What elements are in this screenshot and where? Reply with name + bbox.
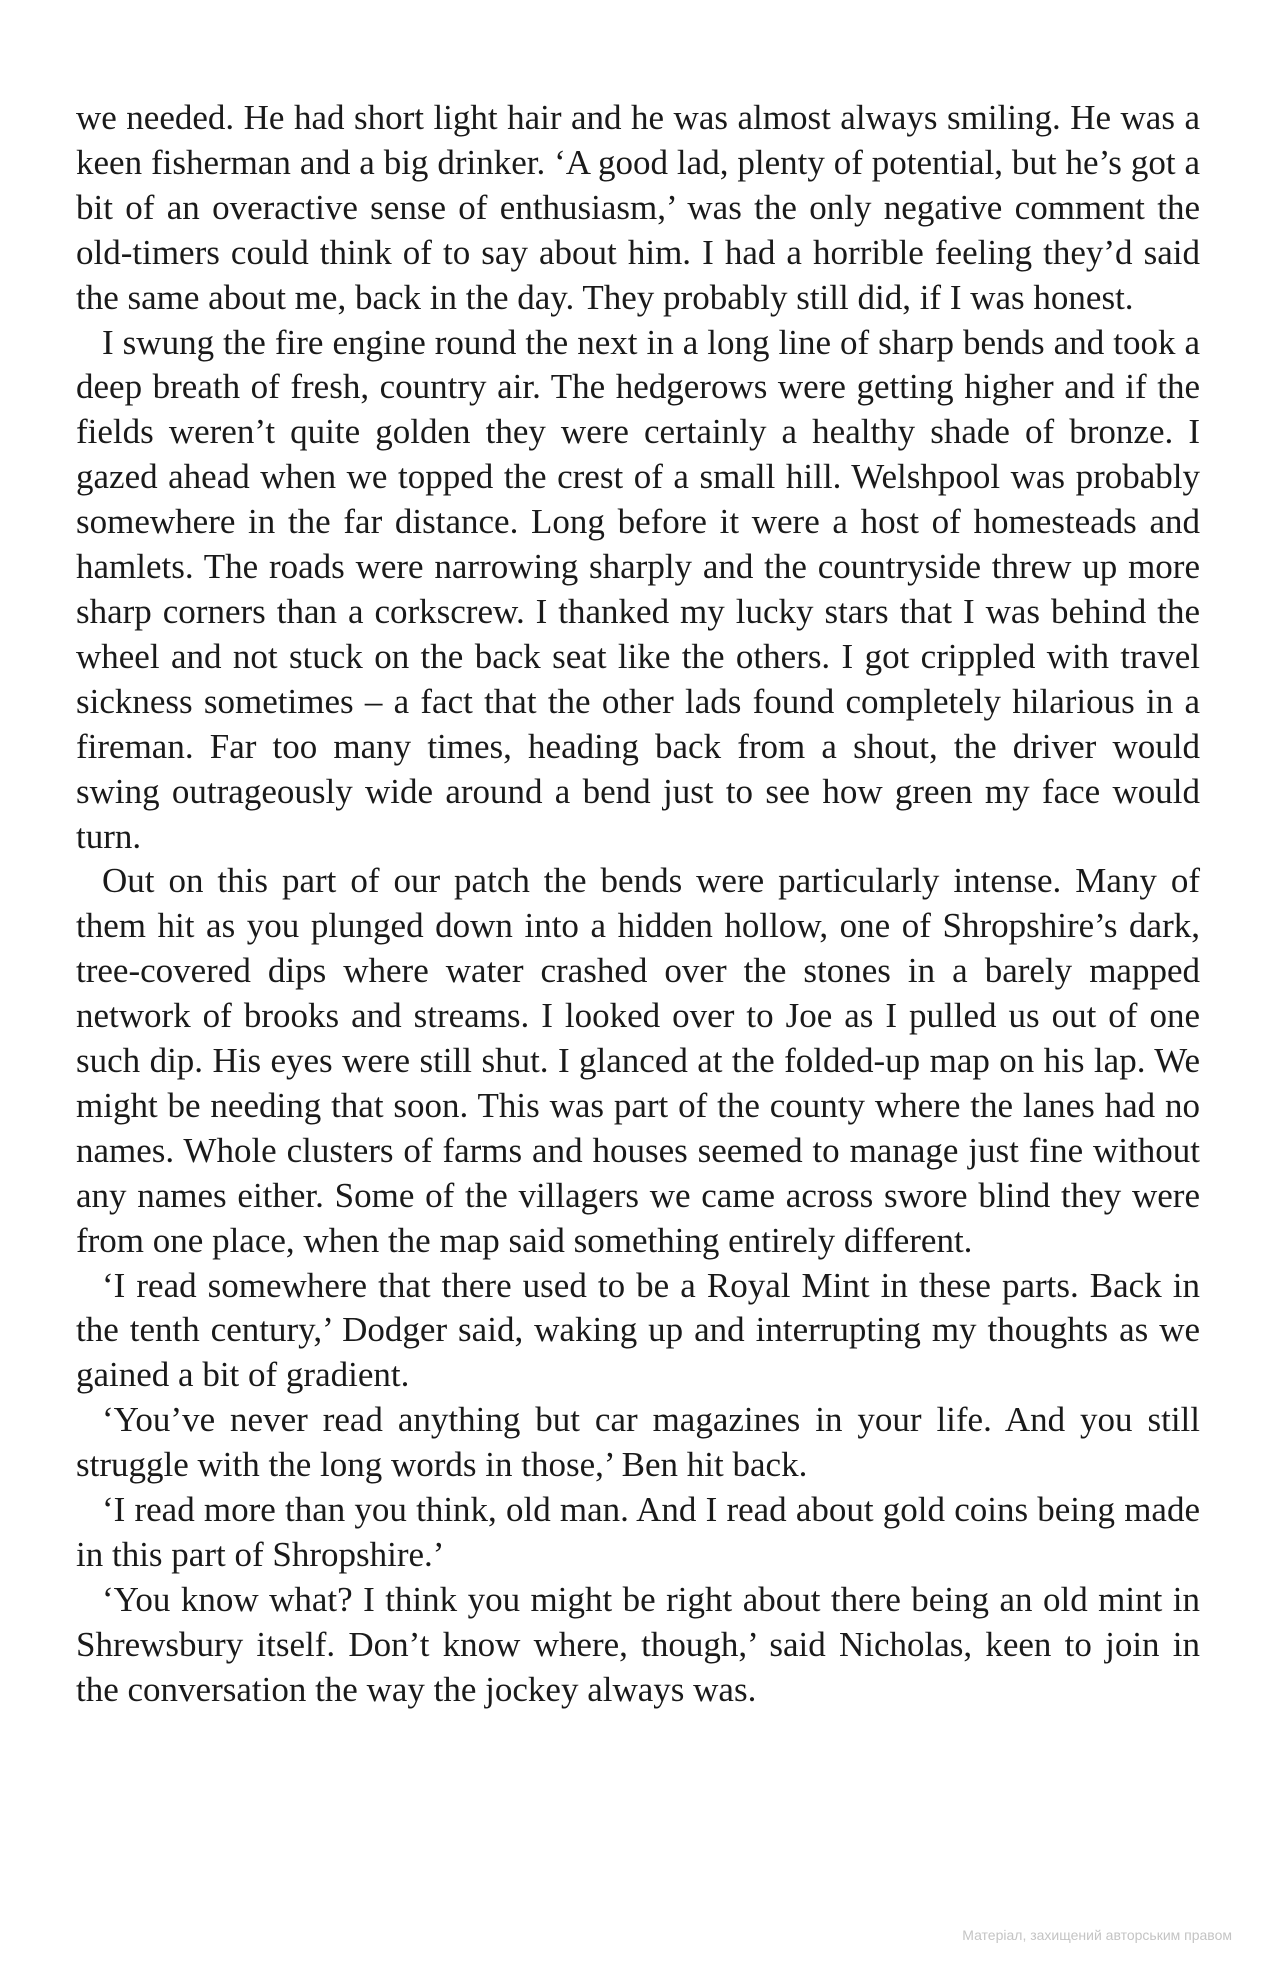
paragraph-2: I swung the fire engine round the next in a long line of sharp bends and took a deep breath of fresh, country air. The hedgerows were getting higher and if the fields weren’t quite golden they were certainly a healthy shade of bronze. I gazed ahead when we topped the crest of a small hill. Welshpool was probably somewhere in the far distance. Long before it were a host of homesteads and hamlets. The roads were narrowing sharply and the countryside threw up more sharp corners than a corkscrew. I thanked my lucky stars that I was behind the wheel and not stuck on the back seat like the others. I got crippled with travel sickness sometimes – a fact that the other lads found completely hilarious in a fireman. Far too many times, heading back from a shout, the driver would swing outrageously wide around a bend just to see how green my face would turn. [76, 322, 1200, 856]
body-text [76, 96, 1200, 1713]
paragraph-3: Out on this part of our patch the bends were particularly intense. Many of them hit as you plunged down into a hidden hollow, one of Shropshire’s dark, tree-covered dips where water crashed over the stones in a barely mapped network of brooks and streams. I looked over to Joe as I pulled us out of one such dip. His eyes were still shut. I glanced at the folded-up map on his lap. We might be needing that soon. This was part of the county where the lanes had no names. Whole clusters of farms and houses seemed to manage just fine without any names either. Some of the villagers we came across swore blind they were from one place, when the map said something entirely different. [76, 861, 1200, 1260]
paragraph-1: we needed. He had short light hair and he was almost always smiling. He was a keen fisherman and a big drinker. ‘A good lad, plenty of potential, but he’s got a bit of an overactive sense of enthusiasm,’ was the only negative comment the old-timers could think of to say about him. I had a horrible feeling they’d said the same about me, back in the day. They probably still did, if I was honest. [76, 98, 1200, 317]
paragraph-5: ‘You’ve never read anything but car magazines in your life. And you still struggle with the long words in those,’ Ben hit back. [76, 1400, 1200, 1485]
paragraph-4: ‘I read somewhere that there used to be a Royal Mint in these parts. Back in the tenth century,’ Dodger said, waking up and interrupting my thoughts as we gained a bit of gradient. [76, 1265, 1200, 1395]
paragraph-6: ‘I read more than you think, old man. And I read about gold coins being made in this part of Shropshire.’ [76, 1490, 1200, 1574]
copyright-watermark: Матеріал, захищений авторським правом [962, 1927, 1232, 1943]
paragraph-7: ‘You know what? I think you might be right about there being an old mint in Shrewsbury itself. Don’t know where, though,’ said Nicholas, keen to join in the conversation the way the jockey always was. [76, 1579, 1200, 1709]
